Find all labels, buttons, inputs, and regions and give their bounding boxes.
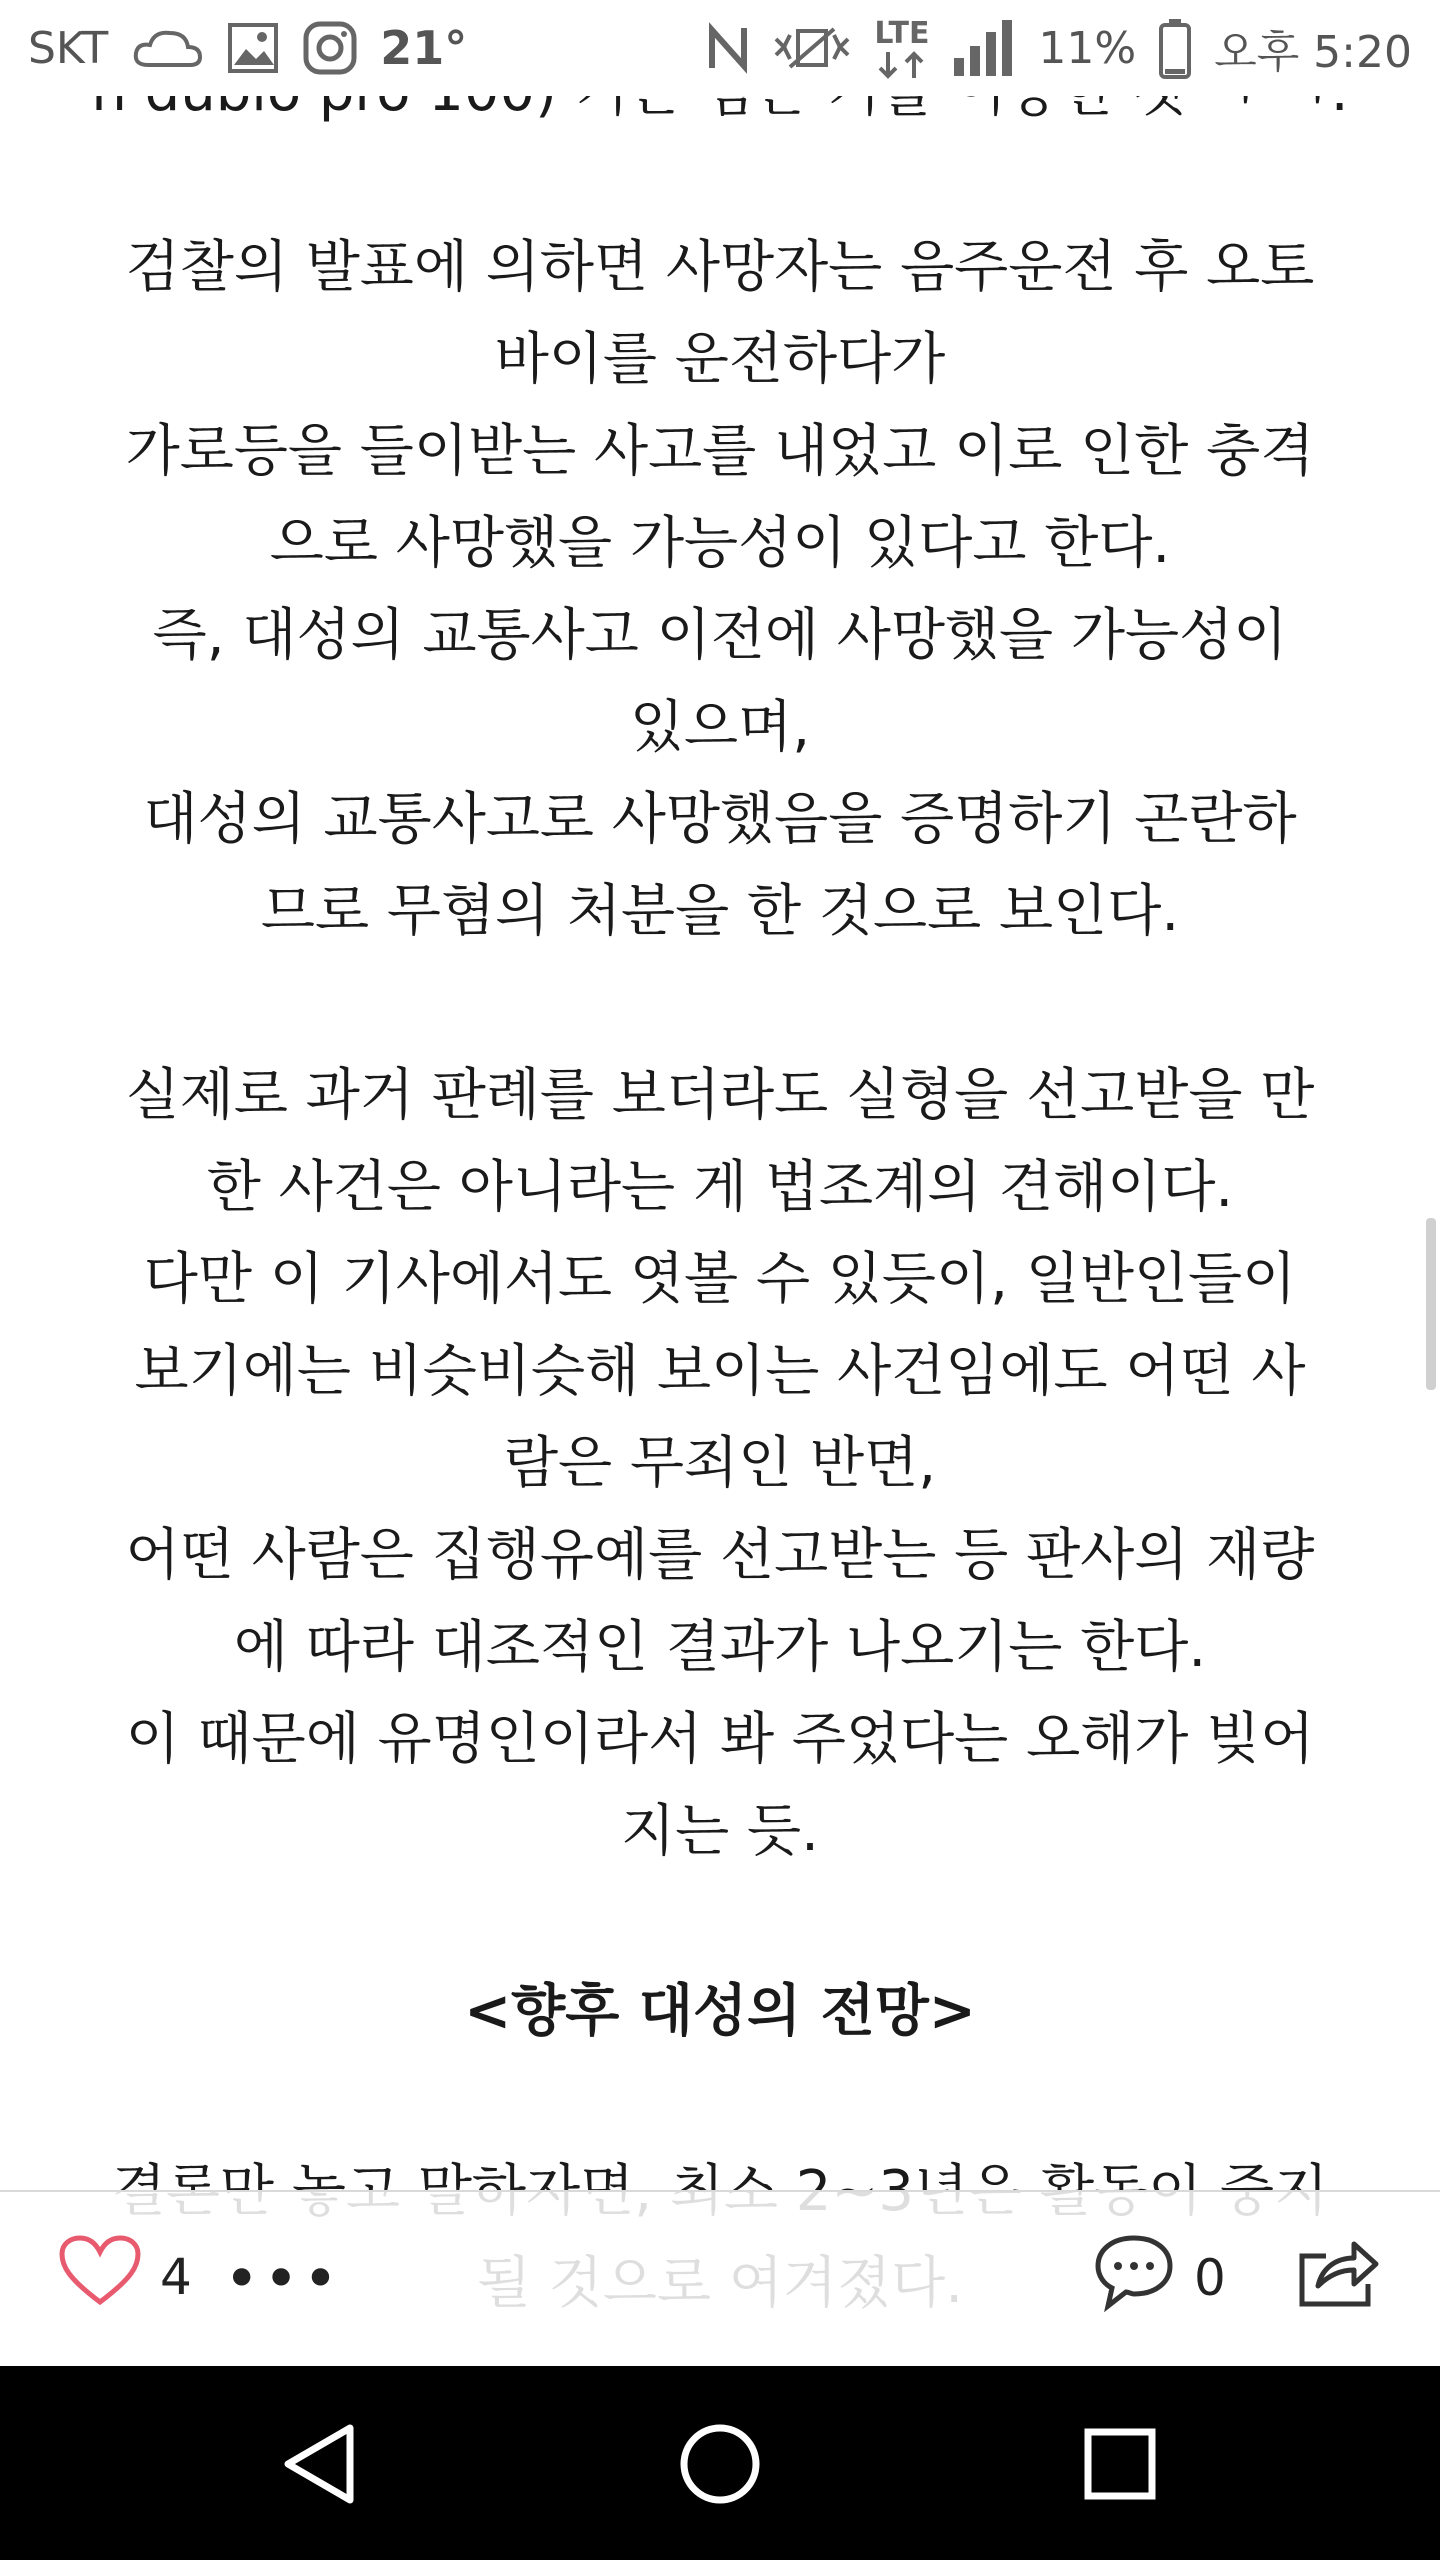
article-content — [70, 96, 1370, 2330]
text-line: 므로 무혐의 처분을 한 것으로 보인다. — [260, 879, 1180, 944]
comment-count: 0 — [1194, 2249, 1226, 2307]
text-line: 이 때문에 유명인이라서 봐 주었다는 오해가 빚어 — [125, 1707, 1315, 1772]
recent-apps-button[interactable] — [1070, 2416, 1170, 2516]
status-left — [28, 20, 467, 76]
paragraph-legal-view — [70, 1050, 1370, 1878]
back-icon — [280, 2422, 360, 2510]
comment-button[interactable] — [1092, 2232, 1226, 2324]
back-button[interactable] — [270, 2416, 370, 2516]
text-line: 즉, 대성의 교통사고 이전에 사망했을 가능성이 — [152, 603, 1288, 668]
share-icon — [1296, 2232, 1380, 2320]
text-line: 있으며, — [629, 695, 811, 760]
home-button[interactable] — [670, 2416, 770, 2516]
paragraph-gap — [70, 958, 1370, 1050]
text-line: 한 사건은 아니라는 게 법조계의 견해이다. — [206, 1155, 1234, 1220]
share-button[interactable] — [1296, 2232, 1380, 2320]
text-line: 검찰의 발표에 의하면 사망자는 음주운전 후 오토 — [125, 235, 1315, 300]
status-bar — [0, 0, 1440, 96]
text-line: 가로등을 들이받는 사고를 내었고 이로 인한 충격 — [125, 419, 1315, 484]
recent-apps-icon — [1082, 2426, 1158, 2506]
heart-icon — [58, 2234, 142, 2320]
battery-icon — [1158, 17, 1192, 79]
home-icon — [678, 2422, 762, 2510]
instagram-icon — [302, 20, 358, 76]
nfc-icon — [706, 22, 750, 74]
temperature-label: 21° — [380, 21, 468, 75]
like-count: 4 — [160, 2248, 192, 2306]
network-label: LTE — [874, 16, 930, 51]
text-line: 지는 듯. — [621, 1799, 819, 1864]
more-label: ••• — [224, 2244, 343, 2314]
article-partial-line — [70, 96, 1370, 142]
text-line: 다만 이 기사에서도 엿볼 수 있듯이, 일반인들이 — [143, 1247, 1297, 1312]
cloud-icon — [130, 25, 204, 71]
text-line: 대성의 교통사고로 사망했음을 증명하기 곤란하 — [143, 787, 1297, 852]
paragraph-gap — [70, 1878, 1370, 1966]
text-line: 어떤 사람은 집행유예를 선고받는 등 판사의 재량 — [125, 1523, 1315, 1588]
paragraph-gap — [70, 2058, 1370, 2146]
carrier-label: SKT — [28, 22, 109, 74]
paragraph-prosecution-announcement — [70, 222, 1370, 958]
text-line: 에 따라 대조적인 결과가 나오기는 한다. — [233, 1615, 1207, 1680]
section-heading: <향후 대성의 전망> — [464, 1979, 976, 2044]
paragraph-gap — [70, 142, 1370, 222]
article-action-bar — [0, 2190, 1440, 2368]
text-line: 보기에는 비슷비슷해 보이는 사건임에도 어떤 사 — [134, 1339, 1306, 1404]
status-right — [706, 16, 1412, 80]
text-line: 으로 사망했을 가능성이 있다고 한다. — [269, 511, 1171, 576]
text-line: 람은 무죄인 반면, — [503, 1431, 937, 1496]
scrollbar-thumb[interactable] — [1426, 1218, 1436, 1390]
comment-icon — [1092, 2232, 1176, 2324]
vibrate-icon — [772, 23, 852, 73]
text-line: 실제로 과거 판례를 보더라도 실형을 선고받을 만 — [125, 1063, 1315, 1128]
battery-percent: 11% — [1038, 22, 1137, 74]
signal-icon — [952, 18, 1016, 78]
like-button[interactable] — [58, 2234, 192, 2320]
text-line: 바이를 운전하다가 — [494, 327, 946, 392]
system-nav-bar — [0, 2366, 1440, 2560]
more-options-button[interactable] — [224, 2244, 342, 2314]
lte-indicator — [874, 18, 930, 78]
clock-label: 오후 5:20 — [1214, 27, 1412, 78]
image-icon — [226, 21, 280, 75]
